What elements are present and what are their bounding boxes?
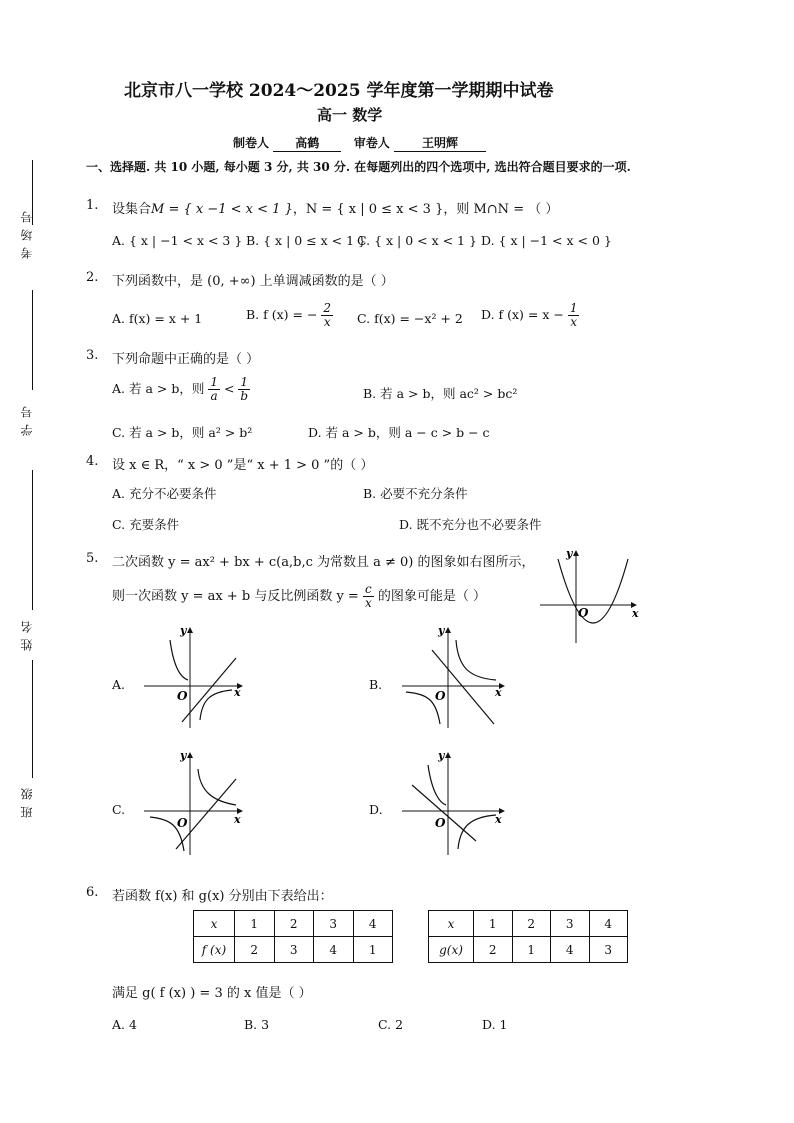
hyperbola-branch	[198, 769, 236, 805]
author-line	[233, 134, 486, 152]
q2-option-b[interactable]	[246, 302, 333, 329]
q1-option-a[interactable]: A. { x | −1 < x < 3 }	[112, 233, 243, 248]
table-row	[194, 937, 393, 963]
x-label: x	[495, 813, 502, 826]
q6-option-d[interactable]: D. 1	[482, 1017, 508, 1032]
q2-option-c[interactable]: C. f(x) = −x² + 2	[357, 311, 463, 326]
question-3-stem: 下列命题中正确的是（ ）	[112, 352, 260, 367]
fraction	[321, 302, 333, 329]
q1-option-b[interactable]: B. { x | 0 ≤ x < 1 }	[246, 233, 366, 248]
q6-option-a[interactable]: A. 4	[112, 1017, 137, 1032]
q4-option-b[interactable]: B. 必要不充分条件	[363, 486, 468, 501]
q5-option-b-label[interactable]: B.	[369, 677, 383, 692]
section-heading: 一、选择题. 共 10 小题, 每小题 3 分, 共 30 分. 在每题列出的四个选项中, 选出符合题目要求的一项.	[86, 160, 631, 174]
numerator: c	[364, 582, 372, 596]
table-cell: 4	[551, 937, 590, 963]
y-label: y	[180, 749, 187, 762]
q4-option-a[interactable]: A. 充分不必要条件	[112, 486, 217, 501]
stem-text: ，N = { x | 0 ≤ x < 3 }，则 M∩N = （ ）	[292, 202, 559, 217]
q5-option-b-graph[interactable]	[398, 620, 513, 730]
parabola-curve	[558, 559, 628, 623]
denominator: a	[210, 389, 218, 403]
table-cell: x	[194, 911, 235, 937]
y-label: y	[180, 624, 187, 637]
origin-label: O	[435, 689, 446, 703]
question-2-number: 2.	[86, 270, 99, 285]
numerator: 1	[240, 375, 249, 389]
exam-subtitle: 高一 数学	[317, 106, 383, 124]
table-cell: f (x)	[194, 937, 235, 963]
numerator: 1	[569, 301, 578, 315]
q4-option-d[interactable]: D. 既不充分也不必要条件	[399, 517, 542, 532]
y-label: y	[566, 547, 573, 560]
line-graph	[176, 779, 236, 849]
question-4-stem: 设 x ∈ R，“ x > 0 ”是“ x + 1 > 0 ”的（ ）	[112, 458, 374, 473]
q1-option-c[interactable]: C. { x | 0 < x < 1 }	[357, 233, 477, 248]
x-label: x	[495, 686, 502, 699]
margin-line	[32, 660, 33, 778]
x-label: x	[234, 813, 241, 826]
table-cell: 1	[353, 937, 393, 963]
y-label: y	[438, 749, 445, 762]
maker-name: 高鹤	[273, 134, 341, 152]
q5-option-a-label[interactable]: A.	[112, 677, 126, 692]
question-2-stem: 下列函数中，是 (0, +∞) 上单调减函数的是（ ）	[112, 274, 394, 289]
table-cell: 2	[512, 911, 551, 937]
question-6-number: 6.	[86, 885, 99, 900]
class-label: 班级	[20, 782, 34, 818]
origin-label: O	[177, 689, 188, 703]
origin-label: O	[177, 816, 188, 830]
question-5-number: 5.	[86, 551, 99, 566]
table-cell: 2	[235, 937, 275, 963]
question-6-condition: 满足 g( f (x) ) = 3 的 x 值是（ ）	[112, 986, 312, 1001]
question-3-number: 3.	[86, 348, 99, 363]
table-cell: 4	[314, 937, 354, 963]
denominator: x	[364, 596, 372, 610]
x-label: x	[632, 607, 639, 620]
question-1-number: 1.	[86, 198, 99, 213]
q5-option-c-label[interactable]: C.	[112, 802, 126, 817]
less-than: <	[223, 381, 235, 396]
table-cell: 2	[274, 911, 314, 937]
table-g	[428, 910, 628, 963]
table-cell: 4	[589, 911, 628, 937]
option-text: A. 若 a > b，则	[112, 381, 205, 396]
table-row	[429, 937, 628, 963]
fraction	[363, 583, 374, 610]
q6-option-c[interactable]: C. 2	[378, 1017, 404, 1032]
set-M: M = { x −1 < x < 1 }	[151, 202, 293, 217]
q3-option-a[interactable]	[112, 376, 250, 403]
q3-option-b[interactable]: B. 若 a > b，则 ac² > bc²	[363, 386, 518, 401]
table-cell: 3	[314, 911, 354, 937]
numerator: 1	[210, 375, 218, 389]
table-cell: 1	[512, 937, 551, 963]
q2-option-d[interactable]	[481, 302, 579, 329]
denominator: b	[240, 389, 249, 403]
q5-option-d-graph[interactable]	[398, 745, 513, 857]
q5-option-c-graph[interactable]	[140, 745, 250, 857]
fraction	[238, 376, 250, 403]
line-graph	[412, 785, 476, 841]
table-f	[193, 910, 393, 963]
hyperbola-branch	[456, 640, 496, 680]
maker-label: 制卷人	[233, 136, 270, 150]
question-5-stem-1: 二次函数 y = ax² + bx + c(a,b,c 为常数且 a ≠ 0) 的图象如右图所示，	[112, 555, 535, 570]
table-cell: 2	[474, 937, 513, 963]
table-cell: 3	[551, 911, 590, 937]
q1-option-d[interactable]: D. { x | −1 < x < 0 }	[481, 233, 612, 248]
q3-option-d[interactable]: D. 若 a > b，则 a − c > b − c	[308, 425, 490, 440]
table-cell: g(x)	[429, 937, 474, 963]
parabola-figure	[538, 545, 642, 645]
stem-text: 设集合	[112, 202, 152, 217]
q4-option-c[interactable]: C. 充要条件	[112, 517, 180, 532]
table-cell: 1	[474, 911, 513, 937]
fraction	[208, 376, 220, 403]
q3-option-c[interactable]: C. 若 a > b，则 a² > b²	[112, 425, 253, 440]
hyperbola-branch	[428, 765, 446, 805]
numerator: 2	[323, 301, 332, 315]
q6-option-b[interactable]: B. 3	[244, 1017, 270, 1032]
table-cell: 3	[589, 937, 628, 963]
origin-label: O	[435, 816, 446, 830]
question-5-stem-2	[112, 583, 486, 610]
denominator: x	[570, 315, 578, 329]
question-1-stem	[112, 198, 558, 217]
question-4-number: 4.	[86, 454, 99, 469]
name-label: 姓名	[20, 615, 34, 651]
table-cell: 3	[274, 937, 314, 963]
fraction	[568, 302, 580, 329]
exam-title: 北京市八一学校 2024～2025 学年度第一学期期中试卷	[124, 81, 554, 101]
option-text: D. f (x) = x −	[481, 307, 564, 322]
hyperbola-branch	[170, 640, 188, 680]
denominator: x	[323, 315, 331, 329]
table-head-row	[194, 911, 393, 937]
q5-option-a-graph[interactable]	[140, 620, 250, 730]
line-graph	[432, 650, 494, 724]
x-label: x	[234, 686, 241, 699]
table-head-row	[429, 911, 628, 937]
table-cell: x	[429, 911, 474, 937]
stem-text: 的图象可能是（ ）	[377, 589, 486, 604]
stem-text: 则一次函数 y = ax + b 与反比例函数 y =	[112, 589, 359, 604]
q5-option-d-label[interactable]: D.	[369, 802, 383, 817]
option-text: B. f (x) = −	[246, 307, 318, 322]
q2-option-a[interactable]: A. f(x) = x + 1	[112, 311, 203, 326]
y-label: y	[438, 624, 445, 637]
margin-line	[32, 470, 33, 610]
reviewer-label: 审卷人	[353, 136, 390, 150]
margin-line	[32, 290, 33, 390]
hyperbola-branch	[458, 815, 496, 849]
table-cell: 1	[235, 911, 275, 937]
reviewer-name: 王明辉	[394, 134, 486, 152]
question-6-stem: 若函数 f(x) 和 g(x) 分别由下表给出：	[112, 889, 333, 904]
student-no-label: 学号	[20, 400, 34, 436]
origin-label: O	[578, 606, 589, 620]
table-cell: 4	[353, 911, 393, 937]
exam-room-label: 考场号	[20, 205, 34, 259]
